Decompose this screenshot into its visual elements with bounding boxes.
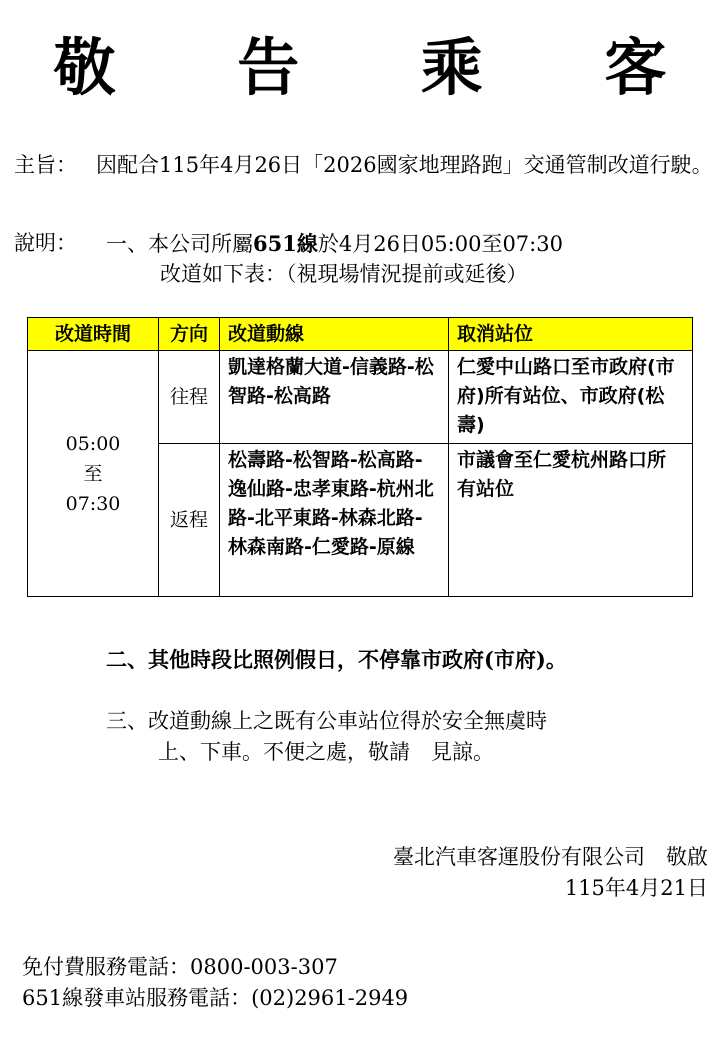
header-cancel: 取消站位: [449, 318, 693, 351]
toll-free-phone: 免付費服務電話：0800-003-307: [22, 955, 338, 979]
header-route: 改道動線: [220, 318, 449, 351]
explanation-suffix: 於4月26日05:00至07:30: [317, 232, 563, 256]
note-item-3-line-2: 上、下車。不便之處，敬請 見諒。: [158, 740, 494, 764]
note-item-3: [106, 706, 706, 768]
table-header-row: [28, 318, 693, 351]
time-end: 07:30: [65, 492, 121, 515]
time-start: 05:00: [65, 432, 121, 455]
subject-text: 因配合115年4月26日「2026國家地理路跑」交通管制改道行駛。: [96, 153, 713, 177]
depot-phone: 651線發車站服務電話：(02)2961-2949: [22, 986, 409, 1010]
detour-table: [27, 317, 693, 597]
route-return: 松壽路-松智路-松高路-逸仙路-忠孝東路-杭州北路-北平東路-林森北路-林森南路-仁愛路-原線: [220, 444, 449, 597]
direction-outbound: 往程: [159, 351, 220, 444]
contact-phones: [22, 952, 408, 1014]
table-row: [28, 351, 693, 444]
cancel-return: 市議會至仁愛杭州路口所有站位: [449, 444, 693, 597]
time-to: 至: [83, 462, 103, 485]
company-name: 臺北汽車客運股份有限公司 敬啟: [393, 845, 708, 869]
explanation-line-2: 改道如下表：（視現場情況提前或延後）: [160, 262, 528, 286]
subject-label: 主旨：: [14, 153, 77, 177]
notice-date: 115年4月21日: [564, 876, 708, 900]
detour-time-cell: [28, 351, 159, 597]
explanation-label: 說明：: [14, 231, 77, 255]
notice-title: 敬 告 乘 客: [53, 31, 717, 104]
note-item-3-line-1: 三、改道動線上之既有公車站位得於安全無虞時: [106, 709, 547, 733]
cancel-outbound: 仁愛中山路口至市政府(市府)所有站位、市政府(松壽): [449, 351, 693, 444]
route-outbound: 凱達格蘭大道-信義路-松智路-松高路: [220, 351, 449, 444]
note-item-2: 二、其他時段比照例假日，不停靠市政府(市府)。: [106, 647, 567, 672]
header-time: 改道時間: [28, 318, 159, 351]
header-direction: 方向: [159, 318, 220, 351]
explanation-prefix: 一、本公司所屬: [106, 232, 253, 256]
route-number: 651線: [253, 231, 318, 256]
direction-return: 返程: [159, 444, 220, 597]
signature-block: [393, 842, 708, 904]
explanation-line-1: [106, 228, 563, 260]
